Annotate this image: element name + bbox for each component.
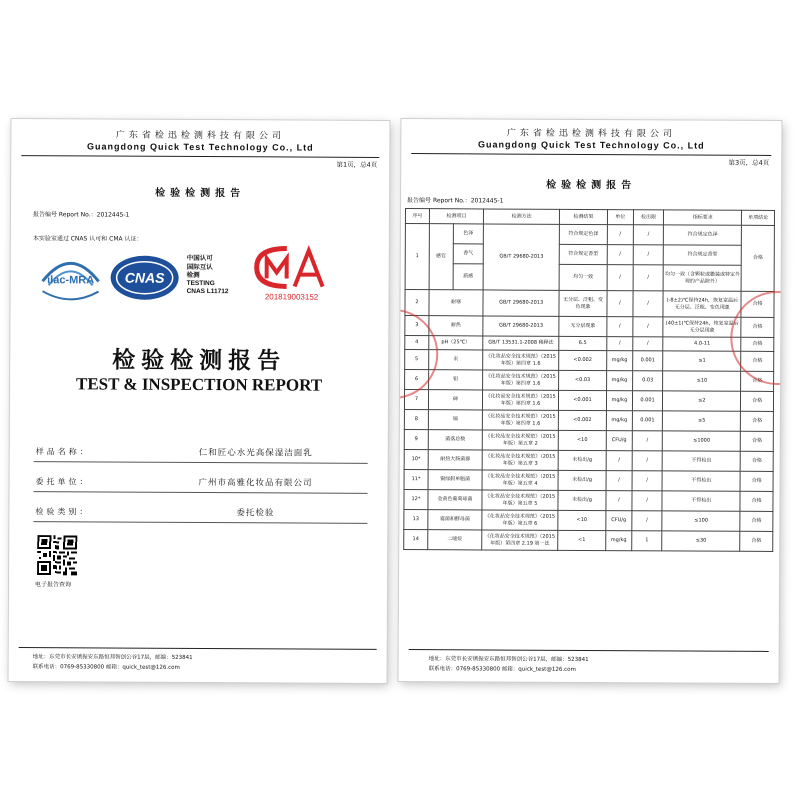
cell-item: 镉 [428, 410, 482, 430]
col-header: 检测方法 [484, 209, 560, 224]
accreditation-note: 本实验室通过 CNAS 认可和 CMA 认证： [32, 235, 143, 243]
cell-no: 3 [405, 316, 429, 336]
header-rule [411, 153, 771, 156]
cell-method: 《化妆品安全技术规范》（2015年版）第五章 5 [482, 490, 558, 510]
company-name-cn: 广东省检迅检测科技有限公司 [115, 130, 285, 142]
cell-result: <10 [558, 430, 606, 450]
table-row [405, 370, 774, 392]
cell-method: 《化妆品安全技术规范》（2015年版）第四章 2.19 第一法 [482, 530, 558, 550]
cell-no: 10* [404, 450, 428, 470]
cell-verdict: 合格 [740, 491, 773, 511]
footer-rule [19, 647, 377, 650]
report-number: 报告编号 Report No.：2012445-1 [32, 211, 130, 219]
info-value: 仁和匠心水光高保湿洁面乳 [198, 447, 313, 459]
table-row [404, 470, 773, 492]
cell-result: 6.5 [559, 336, 607, 350]
cell-result: <0.03 [559, 370, 607, 390]
cell-item: 耐热 [429, 316, 483, 336]
cell-req: 不得检出 [662, 451, 740, 471]
cell-method: GB/T 29680-2013 [483, 290, 559, 316]
cell-unit: mg/kg [606, 371, 632, 391]
cell-no: 7 [404, 390, 428, 410]
cell-verdict: 合格 [740, 531, 773, 551]
cell-method: 《化妆品安全技术规范》（2015年版）第五章 2 [482, 430, 558, 450]
cell-result: 未检出/g [558, 490, 606, 510]
title-en: TEST & INSPECTION REPORT [75, 374, 323, 395]
qr-code[interactable] [37, 535, 77, 575]
cell-item: 香气 [453, 244, 483, 264]
cell-no: 5 [405, 350, 429, 370]
page-number: 第1页，总4页 [336, 160, 378, 169]
cell-unit: mg/kg [606, 391, 632, 411]
cell-unit: / [607, 337, 633, 351]
company-name-cn: 广东省检迅检测科技有限公司 [506, 128, 676, 140]
cell-no: 14 [404, 530, 428, 550]
cell-unit: / [606, 491, 632, 511]
cell-no: 11* [404, 470, 428, 490]
footer-address: 地址：东莞市长安镇振安东路恒邦智创公谷17层，邮编：523841 [428, 656, 589, 663]
cell-unit: / [606, 451, 632, 471]
cell-req: 不得检出 [662, 471, 740, 491]
info-label: 样品名称： [35, 447, 91, 457]
table-row [404, 490, 773, 512]
cma-logo [251, 242, 333, 304]
col-header: 检出限 [633, 210, 663, 225]
table-row [405, 350, 774, 372]
cell-req: ≤1000 [662, 431, 740, 451]
cell-limit: 0.001 [632, 391, 662, 411]
cell-limit: / [633, 337, 663, 351]
cnas-cert-line: 检测 [186, 270, 200, 280]
cell-unit: CFU/g [606, 511, 632, 531]
cnas-logo-text: CNAS [124, 269, 165, 286]
cell-item: 金黄色葡萄球菌 [428, 490, 482, 510]
cell-result: 均匀一致 [559, 264, 607, 290]
cell-unit: mg/kg [607, 351, 633, 371]
cell-limit: / [633, 225, 663, 245]
cell-verdict: 合格 [741, 351, 774, 371]
cell-result: <0.002 [558, 410, 606, 430]
cell-method: 《化妆品安全技术规范》（2015年版）第四章 1.6 [483, 370, 559, 390]
cell-item: 菌落总数 [428, 430, 482, 450]
cell-group: 感官 [429, 224, 453, 290]
cell-req: 4.0-11 [663, 337, 741, 351]
cell-unit: CFU/g [606, 431, 632, 451]
cnas-cert-line: TESTING [186, 279, 215, 287]
cell-req: (-8±2)℃保持24h，恢复室温后无分层、泛粗、变色现象 [663, 291, 741, 317]
cell-unit: mg/kg [606, 411, 632, 431]
col-header: 单位 [607, 210, 633, 225]
table-row [405, 290, 774, 318]
cell-result: 无分层、泛粗、变色现象 [559, 290, 607, 316]
cell-limit: / [633, 245, 663, 265]
cell-limit: / [633, 291, 664, 317]
cell-req: 均匀一致（含颗粒或臌装或特定外观的产品除外） [663, 265, 741, 291]
info-row-category [33, 497, 367, 524]
cell-item: 二噁烷 [428, 530, 482, 550]
cell-limit: / [632, 451, 662, 471]
info-label: 检验类别： [35, 507, 91, 517]
info-row-client [34, 467, 368, 494]
cell-req: ≤2 [663, 391, 741, 411]
qr-caption: 电子报告查询 [35, 581, 72, 589]
table-row [405, 224, 774, 246]
cell-limit: / [632, 471, 662, 491]
cell-method: 《化妆品安全技术规范》（2015年版）第四章 1.6 [482, 410, 558, 430]
cell-unit: / [607, 265, 633, 291]
cell-method: 《化妆品安全技术规范》（2015年版）第五章 4 [482, 470, 558, 490]
table-row [405, 316, 774, 338]
cell-result: <1 [558, 530, 606, 550]
cell-unit: / [606, 471, 632, 491]
cell-result: <0.002 [559, 350, 607, 370]
cell-unit: / [607, 317, 633, 337]
cell-method: 《化妆品安全技术规范》（2015年版）第五章 3 [482, 450, 558, 470]
title-cn: 检验检测报告 [112, 346, 287, 375]
cnas-cert-block [187, 254, 229, 297]
cell-verdict: 合格 [740, 511, 773, 531]
table-row [404, 390, 773, 412]
cell-method: 《化妆品安全技术规范》（2015年版）第五章 6 [482, 510, 558, 530]
cell-unit: / [607, 291, 633, 317]
report-cover-page [9, 119, 390, 683]
cell-method: GB/T 13531.1-2008 稀释法 [483, 336, 559, 350]
cell-item: 铅 [428, 370, 482, 390]
cell-item: 砷 [428, 390, 482, 410]
cell-verdict: 合格 [740, 471, 773, 491]
info-row-sample [34, 437, 368, 464]
cell-unit: / [607, 245, 633, 265]
cell-verdict: 合格 [741, 431, 774, 451]
table-row [404, 430, 773, 452]
cell-result: 无分层现象 [559, 316, 607, 336]
cell-no: 13 [404, 510, 428, 530]
cell-req: ≤1 [663, 351, 741, 371]
cell-no: 1 [405, 224, 429, 290]
cell-limit: 0.001 [632, 411, 662, 431]
info-label: 委托单位： [35, 477, 91, 487]
cell-limit: 1 [632, 531, 662, 551]
cell-verdict: 合格 [741, 411, 774, 431]
company-name-en: Guangdong Quick Test Technology Co., Ltd [477, 139, 705, 151]
cell-method: GB/T 29680-2013 [483, 316, 559, 336]
cell-item: 霉菌和酵母菌 [428, 510, 482, 530]
table-row [404, 530, 773, 552]
cell-verdict: 合格 [741, 451, 774, 471]
cell-verdict: 合格 [741, 371, 774, 391]
results-table [403, 208, 775, 552]
col-header: 检测项目 [429, 209, 483, 224]
cell-result: 符合规定色泽 [559, 224, 607, 244]
cell-limit: 0.03 [632, 371, 662, 391]
cell-verdict: 合格 [741, 391, 774, 411]
col-header: 检测结果 [560, 209, 608, 224]
cell-unit: / [607, 225, 633, 245]
company-name-en: Guangdong Quick Test Technology Co., Ltd [86, 141, 314, 153]
cell-req: (40±1)℃保持24h，恢复室温后无分层现象 [663, 317, 741, 337]
cell-limit: / [632, 511, 662, 531]
cell-req: ≤10 [663, 371, 741, 391]
cell-item: pH（25℃） [429, 336, 483, 350]
cell-no: 6 [405, 370, 429, 390]
col-header: 指标要求 [664, 210, 742, 225]
cell-req: ≤30 [662, 531, 740, 551]
header-rule [21, 155, 379, 158]
page-number: 第3页，总4页 [728, 158, 770, 167]
report-results-page [399, 119, 782, 683]
cell-req: 符合规定香型 [663, 245, 741, 265]
cell-item: 色泽 [453, 224, 483, 244]
cell-method: 《化妆品安全技术规范》（2015年版）第四章 1.6 [483, 350, 559, 370]
cell-no: 12* [404, 490, 428, 510]
col-header: 序号 [405, 209, 429, 224]
table-row [404, 450, 773, 472]
cnas-logo [109, 252, 181, 304]
ilac-logo-text: ilac-MRA [47, 274, 95, 287]
cell-limit: / [633, 317, 663, 337]
cell-item: 耐寒 [429, 290, 483, 316]
cell-req: ≤100 [662, 511, 740, 531]
cell-limit: / [632, 431, 662, 451]
cell-no: 2 [405, 290, 429, 316]
cell-verdict: 合格 [741, 337, 774, 351]
cnas-cert-line: CNAS L11712 [186, 287, 229, 296]
cell-limit: / [633, 265, 664, 291]
cell-verdict: 合格 [741, 291, 774, 317]
cell-method: 《化妆品安全技术规范》（2015年版）第四章 1.6 [483, 390, 559, 410]
cell-verdict: 合格 [741, 317, 774, 337]
cell-req: 不得检出 [662, 491, 740, 511]
cell-result: 未检出/g [558, 470, 606, 490]
cnas-cert-line: 国际互认 [186, 262, 213, 271]
cell-req: 符合规定色泽 [664, 225, 742, 245]
footer-contact: 联系电话：0769-85330800 邮箱：quick_test@126.com [32, 664, 180, 671]
cell-result: <0.001 [559, 390, 607, 410]
footer-address: 地址：东莞市长安镇振安东路恒邦智创公谷17层，邮编：523841 [32, 654, 193, 661]
cell-result: <10 [558, 510, 606, 530]
cell-no: 9 [404, 430, 428, 450]
ilac-mra-logo [39, 251, 103, 303]
cell-result: 未检出/g [558, 450, 606, 470]
report-number: 报告编号 Report No.：2012445-1 [407, 197, 504, 205]
cell-item: 汞 [429, 350, 483, 370]
report-heading: 检验检测报告 [155, 187, 246, 200]
cell-limit: / [632, 491, 662, 511]
table-row [405, 264, 774, 292]
cell-unit: mg/kg [606, 531, 632, 551]
cell-item: 质感 [453, 264, 484, 290]
cell-method: GB/T 29680-2013 [483, 224, 559, 290]
report-heading: 检验检测报告 [546, 179, 637, 192]
footer-contact: 联系电话：0769-85330800 邮箱：quick_test@126.com [428, 666, 576, 673]
result-rows [404, 290, 774, 552]
cell-verdict: 合格 [741, 225, 774, 291]
cell-item: 耐热大肠菌群 [428, 450, 482, 470]
cell-no: 8 [404, 410, 428, 430]
cma-number: 201819003152 [264, 292, 319, 302]
footer-rule [409, 649, 769, 652]
table-row [405, 244, 774, 266]
cnas-cert-line: 中国认可 [186, 253, 213, 263]
info-value: 委托检验 [236, 508, 275, 519]
cell-no: 4 [405, 336, 429, 350]
table-row [404, 510, 773, 532]
col-header: 单项结论 [742, 210, 775, 225]
cell-result: 符合规定香型 [559, 244, 607, 264]
cell-req: ≤5 [663, 411, 741, 431]
table-row [404, 410, 773, 432]
cell-item: 铜绿假单胞菌 [428, 470, 482, 490]
info-value: 广州市高雅化妆品有限公司 [198, 477, 313, 489]
cell-limit: 0.001 [633, 351, 663, 371]
